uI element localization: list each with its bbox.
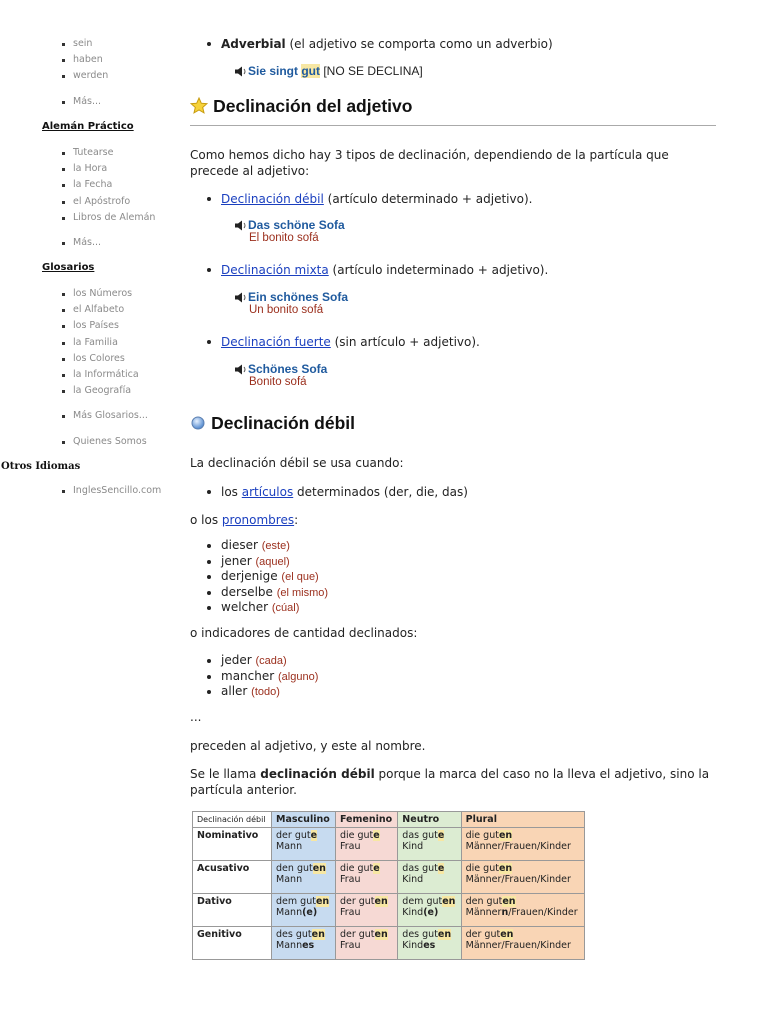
adverbial-item (190, 36, 741, 52)
table-corner: Declinación débil (193, 812, 272, 828)
case-ending: es (302, 940, 315, 951)
german-word: mancher (221, 668, 275, 683)
spanish-translation: (el que) (281, 571, 319, 583)
spanish-translation: (alguno) (278, 670, 319, 683)
case-ending: e (373, 830, 380, 841)
case-ending: n (501, 907, 509, 918)
list-item (190, 600, 328, 616)
sidebar-heading-otros: Otros Idiomas (1, 461, 81, 472)
sidebar-item[interactable]: la Informática (0, 367, 148, 383)
case-ending: (e) (423, 907, 439, 918)
cell-text: Mann (276, 874, 303, 885)
articulos-item (190, 484, 468, 500)
table-cell (335, 828, 397, 861)
german-word: dieser (221, 538, 258, 552)
table-cell (335, 894, 397, 927)
case-ending: (e) (302, 907, 318, 918)
case-ending: e (310, 830, 318, 841)
table-cell (398, 927, 461, 960)
table-cell (461, 927, 584, 960)
cell-text: des gut (276, 929, 312, 940)
section-heading-declinacion (190, 96, 716, 126)
spanish-translation: (cada) (255, 655, 287, 667)
german-phrase: Schönes Sofa (248, 362, 328, 376)
cell-text: Mann (276, 841, 303, 852)
spanish-translation: Bonito sofá (249, 376, 307, 388)
cell-text: der gut (465, 929, 501, 940)
sidebar-item[interactable]: la Geografía (0, 383, 148, 399)
cell-text: den gut (465, 896, 503, 907)
german-word: aller (221, 684, 248, 698)
cell-text: die gut (339, 830, 374, 841)
tipo-item (190, 191, 741, 207)
sidebar-item[interactable]: los Números (0, 286, 148, 302)
table-cell (335, 861, 397, 894)
paragraph: La declinación débil se usa cuando: (190, 456, 404, 470)
blue-bullet-icon (190, 414, 206, 433)
case-ending: e (437, 863, 445, 874)
table-cell (461, 894, 584, 927)
table-cell (272, 927, 336, 960)
adverbial-desc: (el adjetivo se comporta como un adverbio) (285, 37, 553, 51)
cell-text: Mann (276, 907, 303, 918)
sidebar-item[interactable]: InglesSencillo.com (0, 483, 161, 499)
paragraph: preceden al adjetivo, y este al nombre. (190, 739, 426, 753)
case-ending: en (498, 863, 513, 874)
table-cell (272, 828, 336, 861)
paragraph: o indicadores de cantidad declinados: (190, 626, 418, 640)
spanish-translation: (aquel) (255, 555, 290, 568)
case-ending: e (373, 863, 380, 874)
tipo-example (234, 218, 345, 244)
speaker-icon[interactable] (234, 362, 248, 376)
german-phrase: Das schöne Sofa (248, 218, 345, 232)
intro-paragraph: Como hemos dicho hay 3 tipos de declinación, dependiendo de la partícula que precede al adjetivo: (190, 148, 669, 178)
ellipsis: ... (190, 710, 202, 724)
star-icon (190, 97, 208, 116)
list-item (190, 569, 328, 585)
sidebar-item[interactable]: werden (0, 68, 108, 84)
cell-text: Kind (402, 907, 424, 918)
cell-text: Kind (402, 940, 424, 951)
german-word: derselbe (221, 584, 273, 599)
text: determinados (der, die, das) (293, 485, 468, 499)
text: los (221, 485, 242, 499)
cell-text: der gut (339, 896, 375, 907)
tipo-desc: (sin artículo + adjetivo). (330, 335, 480, 349)
text: : (294, 513, 299, 527)
spanish-translation: (el mismo) (276, 586, 329, 599)
table-cell (461, 861, 584, 894)
text: porque la marca del caso no la lleva el adjetivo, sino la partícula anterior. (190, 767, 710, 797)
cell-text: Männer (465, 907, 502, 918)
cell-text: die gut (465, 863, 499, 874)
sidebar-item[interactable]: el Alfabeto (0, 302, 148, 318)
table-cell (272, 894, 336, 927)
case-ending: en (500, 929, 514, 940)
paragraph (190, 512, 298, 528)
link-mixta[interactable]: Declinación mixta (221, 263, 329, 277)
sidebar-more-link[interactable]: Más Glosarios... (0, 408, 148, 424)
german-word: jener (221, 553, 252, 568)
case-ending: en (312, 863, 326, 874)
case-ending: en (374, 896, 388, 907)
header-masculino: Masculino (272, 812, 336, 828)
case-ending: en (437, 929, 452, 940)
case-ending: en (311, 929, 325, 940)
speaker-icon[interactable] (234, 290, 248, 304)
cell-text: den gut (276, 863, 313, 874)
sidebar-item[interactable]: los Colores (0, 351, 148, 367)
cell-text: das gut (402, 863, 438, 874)
section-title: Declinación débil (211, 413, 356, 433)
verbs-list (0, 36, 108, 110)
adverbial-note: [NO SE DECLINA] (320, 64, 423, 78)
sidebar-heading-glosarios[interactable]: Glosarios (42, 262, 95, 273)
header-plural: Plural (461, 812, 584, 828)
cell-text: das gut (402, 830, 438, 841)
case-label: Acusativo (193, 861, 272, 894)
tipo-desc: (artículo determinado + adjetivo). (323, 192, 533, 206)
table-row (193, 894, 585, 927)
case-label: Nominativo (193, 828, 272, 861)
spanish-translation: (cúal) (271, 602, 300, 614)
cell-text: dem gut (276, 896, 316, 907)
tipo-example (234, 362, 327, 388)
case-label: Genitivo (193, 927, 272, 960)
section-heading-debil (190, 413, 355, 434)
cell-text: dem gut (402, 896, 443, 907)
header-femenino: Femenino (335, 812, 397, 828)
speaker-icon[interactable] (234, 218, 248, 232)
cell-text: Mann (276, 940, 303, 951)
spanish-translation: El bonito sofá (249, 232, 319, 244)
sidebar-item[interactable]: los Países (0, 318, 148, 334)
tipo-item (190, 262, 741, 278)
german-phrase: Sie singt (248, 64, 302, 78)
german-word: jeder (221, 653, 252, 667)
table-row (193, 828, 585, 861)
page-title: Declinación del adjetivo (213, 96, 413, 116)
sidebar-more-link[interactable]: Más... (0, 94, 108, 110)
paragraph (190, 766, 720, 798)
link-articulos[interactable]: artículos (241, 485, 294, 499)
sidebar-item[interactable]: la Hora (0, 161, 155, 177)
sidebar-heading-practico[interactable]: Alemán Práctico (42, 121, 134, 132)
indicadores-list (190, 653, 318, 700)
german-word: derjenige (221, 569, 278, 583)
german-phrase: Ein schönes Sofa (248, 290, 349, 304)
adverbial-example (234, 64, 423, 78)
cell-text: Frau (339, 907, 361, 918)
tipo-desc: (artículo indeterminado + adjetivo). (328, 263, 549, 277)
case-ending: en (502, 896, 516, 907)
cell-text: Frau (339, 841, 361, 852)
cell-text: Kind (402, 841, 424, 852)
case-ending: es (423, 940, 436, 951)
case-ending: en (374, 929, 388, 940)
german-phrase-highlight: gut (301, 64, 320, 78)
text: Se le llama (190, 767, 261, 781)
cell-text: Kind (402, 874, 424, 885)
list-item (190, 585, 328, 601)
sidebar-item[interactable]: Tutearse (0, 145, 155, 161)
spanish-translation: (todo) (251, 686, 280, 698)
sidebar-item[interactable]: haben (0, 52, 108, 68)
sidebar-item-quienes[interactable]: Quienes Somos (0, 434, 148, 450)
table-cell (398, 828, 461, 861)
tipo-example (234, 290, 348, 316)
spanish-translation: Un bonito sofá (249, 304, 324, 316)
cell-text: /Frauen/Kinder (508, 907, 578, 918)
case-ending: en (442, 896, 456, 907)
cell-text: Frau (339, 940, 361, 951)
declension-table (192, 811, 585, 960)
cell-text: Frau (339, 874, 361, 885)
link-fuerte[interactable]: Declinación fuerte (221, 335, 331, 349)
cell-text: die gut (339, 863, 374, 874)
table-cell (272, 861, 336, 894)
adverbial-term: Adverbial (221, 37, 286, 51)
list-item (190, 554, 328, 570)
table-row (193, 861, 585, 894)
table-header-row (193, 812, 585, 828)
list-item (190, 684, 318, 700)
table-cell (335, 927, 397, 960)
cell-text: des gut (402, 929, 438, 940)
sidebar-item[interactable]: Libros de Alemán (0, 210, 155, 226)
link-debil[interactable]: Declinación débil (221, 192, 324, 206)
pronombres-list (190, 538, 328, 616)
speaker-icon[interactable] (234, 64, 248, 78)
spanish-translation: (este) (261, 540, 290, 552)
heading-divider (190, 125, 716, 126)
tipo-item (190, 334, 741, 350)
sidebar-item[interactable]: la Fecha (0, 177, 155, 193)
case-ending: e (437, 830, 445, 841)
practico-list (0, 145, 155, 251)
cell-text: Männer/Frauen/Kinder (465, 874, 571, 885)
list-item (190, 669, 318, 685)
case-label: Dativo (193, 894, 272, 927)
table-cell (398, 861, 461, 894)
german-word: welcher (221, 600, 269, 614)
sidebar-item[interactable]: la Familia (0, 335, 148, 351)
list-item (190, 538, 328, 554)
cell-text: Männer/Frauen/Kinder (465, 841, 571, 852)
table-row (193, 927, 585, 960)
sidebar-item[interactable]: el Apóstrofo (0, 194, 155, 210)
case-ending: en (315, 896, 330, 907)
table-cell (461, 828, 584, 861)
header-neutro: Neutro (398, 812, 461, 828)
table-cell (398, 894, 461, 927)
list-item (190, 653, 318, 669)
bold-term: declinación débil (260, 767, 375, 781)
sidebar-item[interactable]: sein (0, 36, 108, 52)
link-pronombres[interactable]: pronombres (221, 513, 295, 527)
cell-text: der gut (339, 929, 375, 940)
sidebar-more-link[interactable]: Más... (0, 235, 155, 251)
text: o los (190, 513, 222, 527)
glosarios-list (0, 286, 148, 450)
otros-list (0, 483, 161, 499)
cell-text: Männer/Frauen/Kinder (465, 940, 571, 951)
cell-text: der gut (276, 830, 311, 841)
case-ending: en (498, 830, 513, 841)
cell-text: die gut (465, 830, 499, 841)
